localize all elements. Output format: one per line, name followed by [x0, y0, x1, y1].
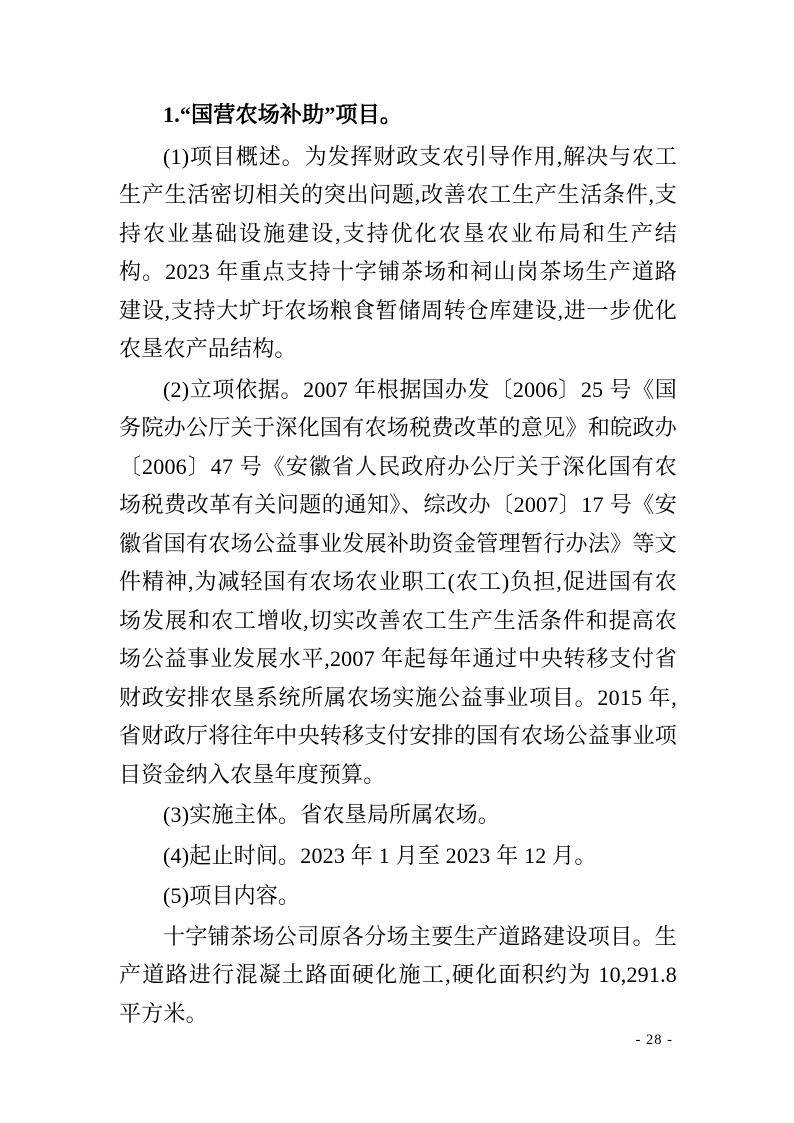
para-project-content-detail: 十字铺茶场公司原各分场主要生产道路建设项目。生产道路进行混凝土路面硬化施工,硬化面积约为 10,291.8 平方米。 — [119, 923, 677, 1026]
para-time-period: (4)起止时间。2023 年 1 月至 2023 年 12 月。 — [163, 842, 597, 868]
document-body — [119, 96, 677, 1035]
para-implementing-entity: (3)实施主体。省农垦局所属农场。 — [163, 802, 501, 827]
para-legal-basis: (2)立项依据。2007 年根据国办发〔2006〕25 号《国务院办公厅关于深化国有农场税费改革的意见》和皖政办〔2006〕47 号《安徽省人民政府办公厅关于深化国有农场税费改革有关问题的通知》、综改办〔2007〕17 号《安徽省国有农场公益事业发展补助资金管理暂行办法》等文件精神,为减轻国有农场农业职工(农工)负担,促进国有农场发展和农工增收,切实改善农工生产生活条件和提高农场公益事业发展水平,2007 年起每年通过中央转移支付省财政安排农垦系统所属农场实施公益事业项目。2015 年,省财政厅将往年中央转移支付安排的国有农场公益事业项目资金纳入农垦年度预算。 — [119, 376, 677, 787]
page-number: - 28 - — [635, 1032, 673, 1048]
para-project-content-label: (5)项目内容。 — [163, 883, 301, 908]
para-project-overview: (1)项目概述。为发挥财政支农引导作用,解决与农工生产生活密切相关的突出问题,改善农工生产生活条件,支持农业基础设施建设,支持优化农垦农业布局和生产结构。2023 年重点支持十字铺茶场和祠山岗茶场生产道路建设,支持大圹圩农场粮食暂储周转仓库建设,进一步优化农垦农产品结构。 — [119, 143, 677, 361]
section-heading: 1.“国营农场补助”项目。 — [163, 102, 403, 127]
